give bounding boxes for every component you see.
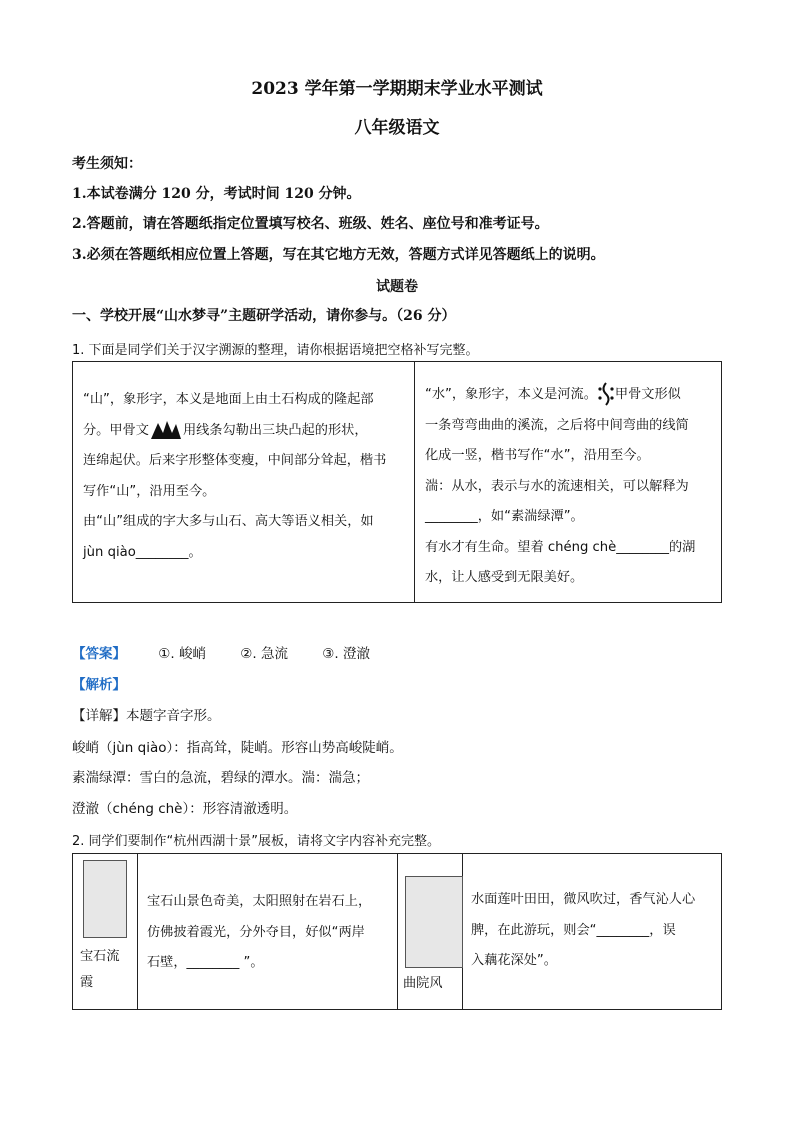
answer-item: ②. 急流 <box>240 646 288 662</box>
text-line: 水，让人感受到无限美好。 <box>425 570 584 585</box>
q2-right-text <box>471 885 695 977</box>
answer-item: ①. 峻峭 <box>158 646 206 662</box>
notice-item: 2.答题前，请在答题纸指定位置填写校名、班级、姓名、座位号和准考证号。 <box>72 216 549 232</box>
table-divider <box>137 854 138 1009</box>
fill-blank-line: 脾，在此游玩，则会“________，误 <box>471 922 676 938</box>
q2-table <box>72 853 722 1010</box>
baoshi-liuxia-photo <box>83 860 127 938</box>
text-fragment: 甲骨文形似 <box>614 387 681 402</box>
section-label: 试题卷 <box>376 279 418 295</box>
q2-prompt: 2. 同学们要制作“杭州西湖十景”展板，请将文字内容补充完整。 <box>72 834 441 849</box>
notice-item: 1.本试卷满分 120 分，考试时间 120 分钟。 <box>72 186 361 202</box>
answer-label: 【答案】 <box>72 646 126 662</box>
caption-line: 霞 <box>80 975 94 990</box>
text-line: 由“山”组成的字大多与山石、高大等语义相关，如 <box>83 514 374 529</box>
detail-line: 素湍绿潭：雪白的急流，碧绿的潭水。湍：湍急； <box>72 770 369 786</box>
caption-line: 宝石流 <box>80 949 120 964</box>
answer-item: ③. 澄澈 <box>322 646 370 662</box>
table-divider <box>397 854 398 1009</box>
text-line: 连绵起伏。后来字形整体变瘦，中间部分耸起，楷书 <box>83 453 387 468</box>
answer-row <box>72 642 370 662</box>
exam-subtitle: 八年级语文 <box>354 118 440 138</box>
q1-table <box>72 361 722 603</box>
table-divider <box>414 362 415 602</box>
detail-line: 澄澈（chéng chè）：形容清澈透明。 <box>72 801 298 817</box>
water-oracle-glyph <box>597 381 615 407</box>
text-fragment: “水”，象形字，本义是河流。 <box>425 387 597 402</box>
text-line: 化成一竖，楷书写作“水”，沿用至今。 <box>425 448 650 463</box>
quyuan-fenghe-photo <box>405 876 463 968</box>
q1-left-cell <box>83 385 386 568</box>
text-line: 一条弯弯曲曲的溪流，之后将中间弯曲的线简 <box>425 417 689 433</box>
text-line: 水面莲叶田田，微风吹过，香气沁人心 <box>471 892 696 907</box>
detail-line: 【详解】本题字音字形。 <box>72 708 221 724</box>
notice-heading: 考生须知： <box>72 156 142 172</box>
fill-blank-line: 石壁，________ ”。 <box>147 955 264 970</box>
fill-blank-line: 有水才有生命。望着 chéng chè________的湖 <box>425 539 696 555</box>
text-fragment: 用线条勾勒出三块凸起的形状， <box>182 422 368 438</box>
analysis-label: 【解析】 <box>72 677 126 693</box>
text-line <box>83 416 386 447</box>
text-fragment: 分。甲骨文 <box>83 422 149 438</box>
q2-left-caption <box>80 944 120 996</box>
fill-blank-line: ________，如“素湍绿潭”。 <box>425 509 584 524</box>
text-line <box>425 380 695 411</box>
text-line: 宝石山景色奇美，太阳照射在岩石上， <box>147 894 372 909</box>
part1-heading: 一、学校开展“山水梦寻”主题研学活动，请你参与。（26 分） <box>72 308 456 324</box>
detail-line: 峻峭（jùn qiào）：指高耸，陡峭。形容山势高峻陡峭。 <box>72 740 403 756</box>
text-line: 写作“山”，沿用至今。 <box>83 483 216 499</box>
mountain-oracle-glyph <box>149 418 183 442</box>
q2-right-caption: 曲院风 <box>403 976 443 991</box>
text-line: 湍：从水，表示与水的流速相关，可以解释为 <box>425 478 689 494</box>
text-line: 仿佛披着霞光，分外夺目，好似“两岸 <box>147 924 365 940</box>
text-line: “山”，象形字，本义是地面上由土石构成的隆起部 <box>83 392 374 407</box>
q2-left-text <box>147 887 371 979</box>
q1-prompt: 1. 下面是同学们关于汉字溯源的整理，请你根据语境把空格补写完整。 <box>72 343 479 358</box>
q1-right-cell <box>425 380 695 594</box>
exam-title: 2023 学年第一学期期末学业水平测试 <box>251 79 543 99</box>
text-line: 入藕花深处”。 <box>471 953 557 968</box>
fill-blank-line: jùn qiào________。 <box>83 544 202 560</box>
notice-item: 3.必须在答题纸相应位置上答题，写在其它地方无效，答题方式详见答题纸上的说明。 <box>72 247 605 263</box>
